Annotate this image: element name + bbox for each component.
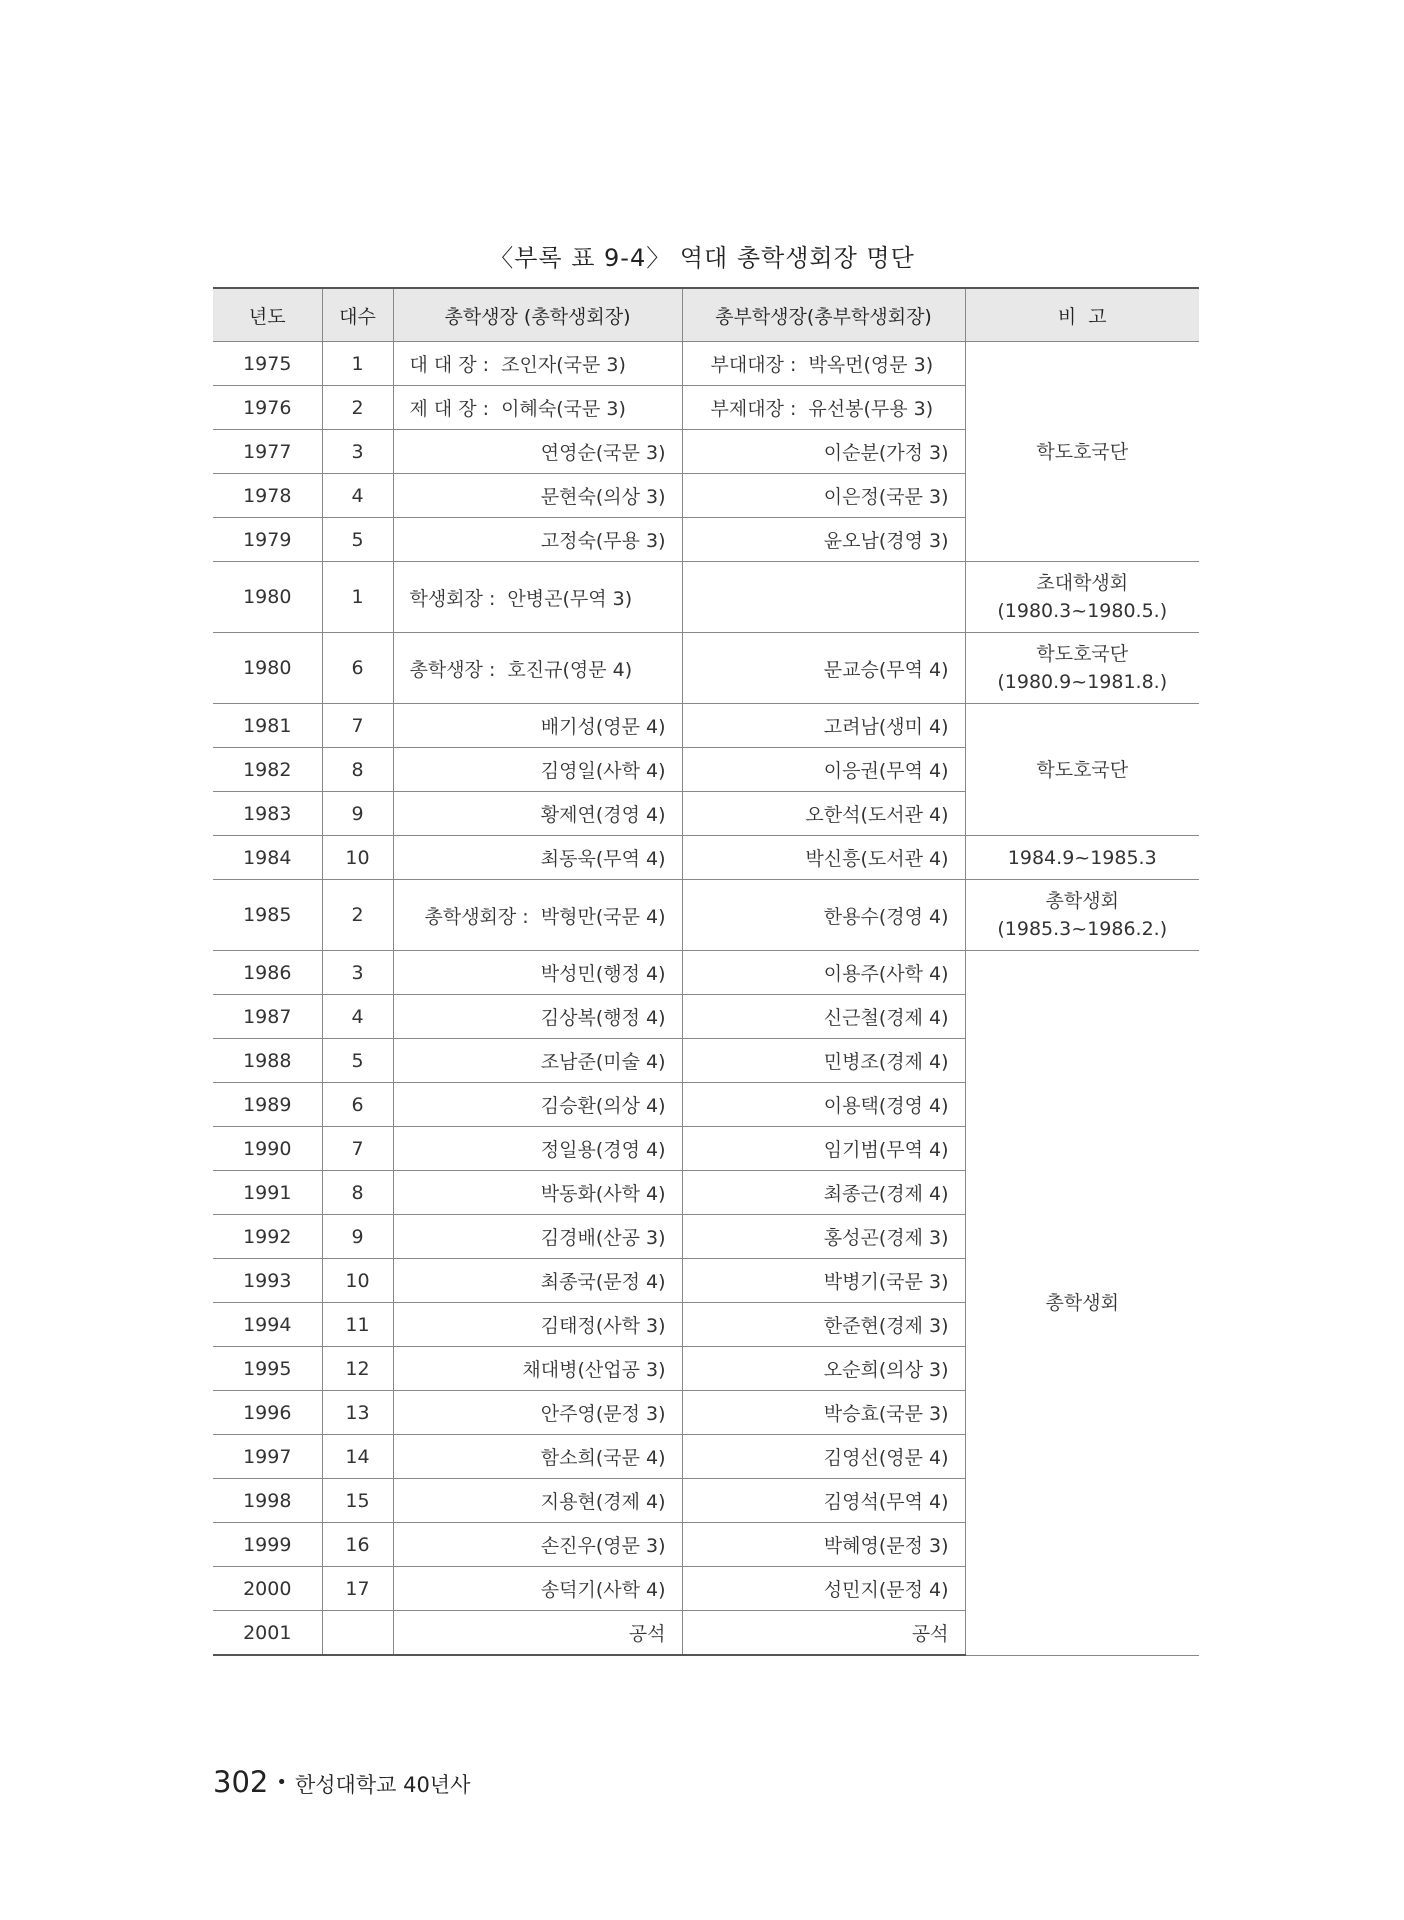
cell-year: 2000: [213, 1567, 322, 1611]
table-row: [213, 704, 1199, 748]
cell-president: 김경배(산공 3): [393, 1215, 682, 1259]
cell-vice-president: 부제대장 : 유선봉(무용 3): [682, 386, 965, 430]
table-row: [213, 562, 1199, 633]
cell-term: 7: [322, 1127, 393, 1171]
cell-term: [322, 1611, 393, 1656]
cell-note: [965, 880, 1199, 951]
cell-vice-president: 부대대장 : 박옥먼(영문 3): [682, 342, 965, 386]
cell-year: 1998: [213, 1479, 322, 1523]
cell-term: 17: [322, 1567, 393, 1611]
cell-term: 13: [322, 1391, 393, 1435]
cell-year: 1978: [213, 474, 322, 518]
cell-president: 김태정(사학 3): [393, 1303, 682, 1347]
cell-year: 1988: [213, 1039, 322, 1083]
cell-president: 최동욱(무역 4): [393, 836, 682, 880]
cell-vice-president: 이응권(무역 4): [682, 748, 965, 792]
cell-note: 1984.9~1985.3: [965, 836, 1199, 880]
cell-vice-president: 신근철(경제 4): [682, 995, 965, 1039]
cell-year: 1980: [213, 633, 322, 704]
cell-president: 문현숙(의상 3): [393, 474, 682, 518]
cell-vice-president: 김영석(무역 4): [682, 1479, 965, 1523]
cell-term: 3: [322, 951, 393, 995]
cell-president: 김영일(사학 4): [393, 748, 682, 792]
cell-vice-president: 공석: [682, 1611, 965, 1656]
cell-term: 5: [322, 1039, 393, 1083]
header-vice-president: 총부학생장(총부학생회장): [682, 288, 965, 342]
cell-vice-president: 윤오남(경영 3): [682, 518, 965, 562]
cell-term: 16: [322, 1523, 393, 1567]
cell-year: 1983: [213, 792, 322, 836]
cell-vice-president: 한준현(경제 3): [682, 1303, 965, 1347]
header-president: 총학생장 (총학생회장): [393, 288, 682, 342]
cell-term: 8: [322, 748, 393, 792]
cell-term: 5: [322, 518, 393, 562]
cell-year: 1994: [213, 1303, 322, 1347]
cell-vice-president: 민병조(경제 4): [682, 1039, 965, 1083]
cell-term: 3: [322, 430, 393, 474]
cell-year: 1986: [213, 951, 322, 995]
bullet-separator: •: [276, 1772, 287, 1793]
cell-vice-president: 한용수(경영 4): [682, 880, 965, 951]
header-term: 대수: [322, 288, 393, 342]
table-row: [213, 633, 1199, 704]
cell-president: 공석: [393, 1611, 682, 1656]
cell-vice-president: 박승효(국문 3): [682, 1391, 965, 1435]
cell-term: 9: [322, 1215, 393, 1259]
cell-year: 1982: [213, 748, 322, 792]
cell-year: 1987: [213, 995, 322, 1039]
cell-term: 15: [322, 1479, 393, 1523]
cell-vice-president: 이순분(가정 3): [682, 430, 965, 474]
cell-president: 안주영(문정 3): [393, 1391, 682, 1435]
cell-president: 연영순(국문 3): [393, 430, 682, 474]
cell-president: 김승환(의상 4): [393, 1083, 682, 1127]
cell-term: 6: [322, 1083, 393, 1127]
cell-president: 제 대 장 : 이혜숙(국문 3): [393, 386, 682, 430]
header-note: 비 고: [965, 288, 1199, 342]
cell-president: 고정숙(무용 3): [393, 518, 682, 562]
cell-year: 1989: [213, 1083, 322, 1127]
cell-vice-president: 홍성곤(경제 3): [682, 1215, 965, 1259]
cell-term: 8: [322, 1171, 393, 1215]
cell-president: 대 대 장 : 조인자(국문 3): [393, 342, 682, 386]
cell-year: 1990: [213, 1127, 322, 1171]
cell-president: 총학생회장 : 박형만(국문 4): [393, 880, 682, 951]
cell-year: 1980: [213, 562, 322, 633]
president-roster-table: [213, 287, 1199, 1656]
cell-term: 1: [322, 562, 393, 633]
cell-vice-president: 박신흥(도서관 4): [682, 836, 965, 880]
header-year: 년도: [213, 288, 322, 342]
cell-year: 1975: [213, 342, 322, 386]
cell-year: 1985: [213, 880, 322, 951]
cell-vice-president: 김영선(영문 4): [682, 1435, 965, 1479]
cell-year: 1995: [213, 1347, 322, 1391]
cell-term: 4: [322, 474, 393, 518]
note-line: (1980.9~1981.8.): [997, 671, 1168, 693]
cell-president: 조남준(미술 4): [393, 1039, 682, 1083]
cell-term: 10: [322, 836, 393, 880]
cell-term: 4: [322, 995, 393, 1039]
book-title: 한성대학교 40년사: [294, 1773, 471, 1797]
cell-note: [965, 633, 1199, 704]
cell-year: 1984: [213, 836, 322, 880]
cell-term: 14: [322, 1435, 393, 1479]
cell-president: 배기성(영문 4): [393, 704, 682, 748]
cell-term: 12: [322, 1347, 393, 1391]
cell-president: 황제연(경영 4): [393, 792, 682, 836]
cell-president: 박동화(사학 4): [393, 1171, 682, 1215]
cell-vice-president: 박병기(국문 3): [682, 1259, 965, 1303]
cell-year: 1976: [213, 386, 322, 430]
cell-vice-president: 이용주(사학 4): [682, 951, 965, 995]
table-caption: 〈부록 표 9-4〉 역대 총학생회장 명단: [489, 244, 915, 272]
cell-president: 지용현(경제 4): [393, 1479, 682, 1523]
cell-vice-president: 문교승(무역 4): [682, 633, 965, 704]
cell-year: 1999: [213, 1523, 322, 1567]
cell-year: 1997: [213, 1435, 322, 1479]
cell-term: 6: [322, 633, 393, 704]
cell-president: 송덕기(사학 4): [393, 1567, 682, 1611]
table-row: [213, 880, 1199, 951]
cell-term: 10: [322, 1259, 393, 1303]
cell-vice-president: 고려남(생미 4): [682, 704, 965, 748]
cell-year: 1992: [213, 1215, 322, 1259]
cell-note: 학도호국단: [965, 342, 1199, 562]
cell-president: 정일용(경영 4): [393, 1127, 682, 1171]
cell-vice-president: 이은정(국문 3): [682, 474, 965, 518]
cell-term: 9: [322, 792, 393, 836]
cell-vice-president: 오한석(도서관 4): [682, 792, 965, 836]
table-row: [213, 342, 1199, 386]
cell-vice-president: 박혜영(문정 3): [682, 1523, 965, 1567]
cell-term: 1: [322, 342, 393, 386]
cell-president: 함소희(국문 4): [393, 1435, 682, 1479]
note-line: 총학생회: [1045, 890, 1119, 912]
cell-vice-president: 최종근(경제 4): [682, 1171, 965, 1215]
cell-president: 박성민(행정 4): [393, 951, 682, 995]
cell-note: 총학생회: [965, 951, 1199, 1656]
cell-vice-president: 이용택(경영 4): [682, 1083, 965, 1127]
cell-year: 1996: [213, 1391, 322, 1435]
cell-vice-president: 오순희(의상 3): [682, 1347, 965, 1391]
cell-year: 1979: [213, 518, 322, 562]
cell-year: 1977: [213, 430, 322, 474]
cell-year: 1991: [213, 1171, 322, 1215]
cell-president: 총학생장 : 호진규(영문 4): [393, 633, 682, 704]
cell-note: [965, 562, 1199, 633]
cell-year: 2001: [213, 1611, 322, 1656]
note-line: (1980.3~1980.5.): [997, 600, 1168, 622]
table-row: [213, 951, 1199, 995]
cell-note: 학도호국단: [965, 704, 1199, 836]
cell-term: 2: [322, 880, 393, 951]
cell-vice-president: [682, 562, 965, 633]
cell-vice-president: 임기범(무역 4): [682, 1127, 965, 1171]
note-line: 초대학생회: [1036, 572, 1129, 594]
cell-year: 1981: [213, 704, 322, 748]
cell-president: 채대병(산업공 3): [393, 1347, 682, 1391]
page-footer: [213, 1765, 470, 1799]
cell-term: 2: [322, 386, 393, 430]
cell-vice-president: 성민지(문정 4): [682, 1567, 965, 1611]
cell-term: 11: [322, 1303, 393, 1347]
cell-term: 7: [322, 704, 393, 748]
header-row: [213, 288, 1199, 342]
cell-president: 손진우(영문 3): [393, 1523, 682, 1567]
note-line: (1985.3~1986.2.): [997, 918, 1168, 940]
note-line: 학도호국단: [1036, 643, 1129, 665]
cell-president: 김상복(행정 4): [393, 995, 682, 1039]
cell-year: 1993: [213, 1259, 322, 1303]
cell-president: 최종국(문정 4): [393, 1259, 682, 1303]
table-row: [213, 836, 1199, 880]
page-number: 302: [213, 1765, 269, 1799]
cell-president: 학생회장 : 안병곤(무역 3): [393, 562, 682, 633]
